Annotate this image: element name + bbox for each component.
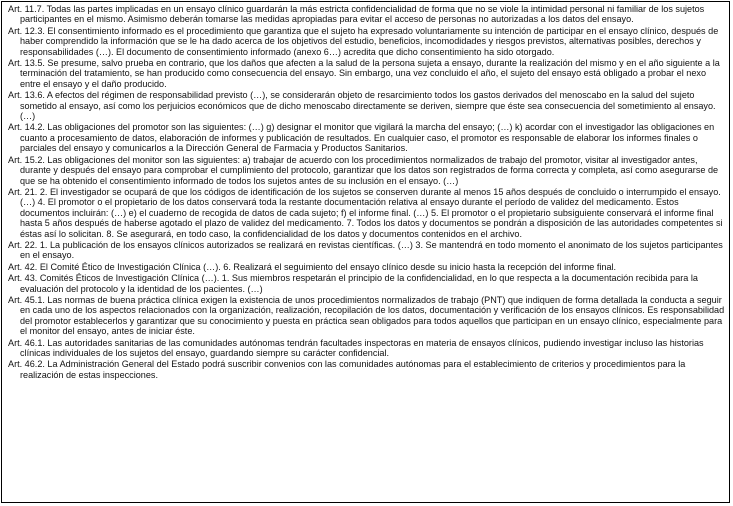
article-45-1: Art. 45.1. Las normas de buena práctica clínica exigen la existencia de unos procedimientos normalizados de trabajo (PNT) que indiquen de forma detallada la conducta a seguir en cada uno de los aspectos relacionados con la organización, realización, recopilación de los datos, documentación y verificación de los ensayos clínicos. Es responsabilidad del promotor establecerlos y garantizar que su conocimiento y puesta en práctica sean obligados para todos aquellos que participan en un ensayo clínico, especialmente para el monitor del ensayo, antes de iniciar éste. <box>8 294 725 337</box>
article-15-2: Art. 15.2. Las obligaciones del monitor son las siguientes: a) trabajar de acuerdo con los procedimientos normalizados de trabajo del promotor, visitar al investigador antes, durante y después del ensayo para comprobar el cumplimiento del protocolo, garantizar que los datos son registrados de forma correcta y completa, así como asegurarse de que se ha obtenido el consentimiento informado de todos los sujetos antes de su inclusión en el ensayo. (…) <box>8 154 719 186</box>
article-13-5: Art. 13.5. Se presume, salvo prueba en contrario, que los daños que afecten a la salud de la persona sujeta a ensayo, durante la realización del mismo y en el año siguiente a la terminación del tratamiento, se han producido como consecuencia del ensayo. Sin embargo, una vez concluido el año, el sujeto del ensayo está obligado a probar el nexo entre el ensayo y el daño producido. <box>8 58 720 89</box>
article-43: Art. 43. Comités Éticos de Investigación Clínica (…). 1. Sus miembros respetarán el principio de la confidencialidad, en lo que respecta a la documentación recibida para la evaluación del protocolo y la identidad de los pacientes. (…) <box>8 273 698 294</box>
article-46-1: Art. 46.1. Las autoridades sanitarias de las comunidades autónomas tendrán facultades inspectoras en materia de ensayos clínicos, pudiendo investigar incluso las historias clínicas individuales de los sujetos del ensayo, guardando siempre su carácter confidencial. <box>8 337 704 358</box>
article-12-3: Art. 12.3. El consentimiento informado es el procedimiento que garantiza que el sujeto ha expresado voluntariamente su intención de participar en el ensayo clínico, después de haber comprendido la información que se le ha dado acerca de los objetivos del estudio, beneficios, incomodidades y riesgos previstos, alternativas posibles, derechos y responsabilidades (…). El documento de consentimiento informado (anexo 6…) acredita que dicho consentimiento ha sido otorgado. <box>8 25 719 57</box>
article-42: Art. 42. El Comité Ético de Investigación Clínica (…). 6. Realizará el seguimiento del ensayo clínico desde su inicio hasta la recepción del informe final. <box>8 261 617 272</box>
article-46-2: Art. 46.2. La Administración General del Estado podrá suscribir convenios con las comunidades autónomas para el establecimiento de criterios y procedimientos para la realización de estas inspecciones. <box>8 359 686 380</box>
article-11-7: Art. 11.7. Todas las partes implicadas en un ensayo clínico guardarán la más estricta confidencialidad de forma que no se viole la intimidad personal ni familiar de los sujetos participantes en el mismo. Asimismo deberán tomarse las medidas apropiadas para evitar el acceso de personas no autorizadas a los datos del ensayo. <box>8 4 705 25</box>
article-22-1: Art. 22. 1. La publicación de los ensayos clínicos autorizados se realizará en revistas científicas. (…) 3. Se mantendrá en todo momento el anonimato de los sujetos participantes en el ensayo. <box>8 239 723 261</box>
article-13-6: Art. 13.6. A efectos del régimen de responsabilidad previsto (…), se considerarán objeto de resarcimiento todos los gastos derivados del menoscabo en la salud del sujeto sometido al ensayo, así como los perjuicios económicos que de dicho menoscabo directamente se deriven, siempre que éste sea consecuencia del sometimiento al ensayo. (…) <box>8 90 716 122</box>
article-14-2: Art. 14.2. Las obligaciones del promotor son las siguientes: (…) g) designar el monitor que vigilará la marcha del ensayo; (…) k) acordar con el investigador las obligaciones en cuanto a procesamiento de datos, elaboración de informes y publicación de resultados. En cualquier caso, el promotor es responsable de elaborar los informes finales o parciales del ensayo y comunicarlos a la Dirección General de Farmacia y Productos Sanitarios. <box>8 122 715 154</box>
article-21-2: Art. 21. 2. El investigador se ocupará de que los códigos de identificación de los sujetos se conserven durante al menos 15 años después de concluido o interrumpido el ensayo. (…) 4. El promotor o el propietario de los datos conservará toda la restante documentación relativa al ensayo durante el período de validez del medicamento. Estos documentos incluirán: (…) e) el cuaderno de recogida de datos de cada sujeto; f) el informe final. (…) 5. El promotor o el propietario subsiguiente conservará el informe final hasta 5 años después de haberse agotado el plazo de validez del medicamento. 7. Todos los datos y documentos se pondrán a disposición de las autoridades competentes si éstas así lo solicitan. 8. Se asegurará, en todo caso, la confidencialidad de los datos y documentos contenidos en el archivo. <box>8 186 723 239</box>
articles-box <box>1 1 730 503</box>
